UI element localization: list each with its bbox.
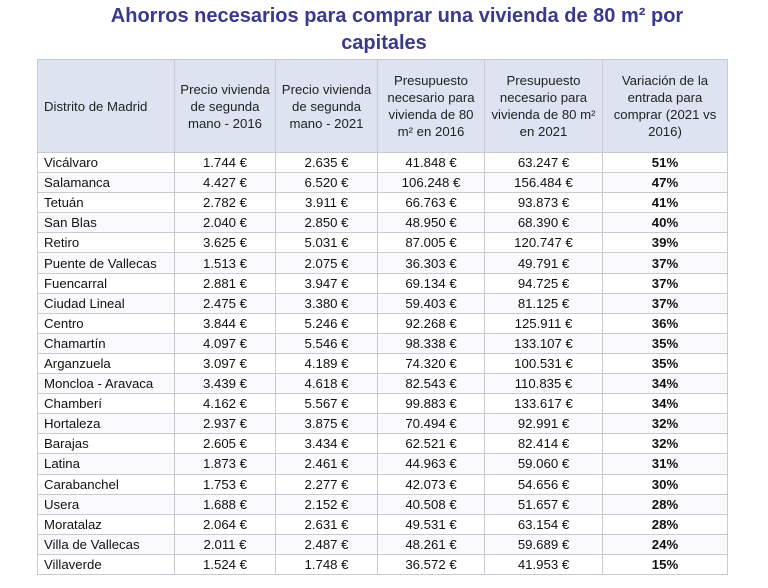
price-2021-cell: 5.246 €	[276, 313, 378, 333]
price-2021-cell: 2.635 €	[276, 153, 378, 173]
table-row	[38, 273, 728, 293]
variation-cell: 36%	[603, 313, 728, 333]
variation-cell: 37%	[603, 293, 728, 313]
price-2016-cell: 2.605 €	[175, 434, 276, 454]
budget-2021-cell: 63.247 €	[485, 153, 603, 173]
budget-2016-cell: 49.531 €	[378, 514, 485, 534]
district-cell: Centro	[38, 313, 175, 333]
budget-2021-cell: 100.531 €	[485, 353, 603, 373]
price-2021-cell: 3.434 €	[276, 434, 378, 454]
budget-2021-cell: 125.911 €	[485, 313, 603, 333]
budget-2016-cell: 48.950 €	[378, 213, 485, 233]
district-cell: Ciudad Lineal	[38, 293, 175, 313]
price-2016-cell: 3.439 €	[175, 374, 276, 394]
table-row	[38, 213, 728, 233]
budget-2021-cell: 51.657 €	[485, 494, 603, 514]
price-2021-cell: 2.850 €	[276, 213, 378, 233]
budget-2016-cell: 98.338 €	[378, 333, 485, 353]
table-row	[38, 514, 728, 534]
price-2016-cell: 4.097 €	[175, 333, 276, 353]
budget-2021-cell: 82.414 €	[485, 434, 603, 454]
district-cell: Villa de Vallecas	[38, 534, 175, 554]
price-2021-cell: 4.189 €	[276, 353, 378, 373]
variation-cell: 32%	[603, 414, 728, 434]
budget-2016-cell: 62.521 €	[378, 434, 485, 454]
price-2021-cell: 2.631 €	[276, 514, 378, 534]
price-2016-cell: 1.524 €	[175, 554, 276, 574]
header-budget-2021: Presupuesto necesario para vivienda de 80 m² en 2021	[485, 60, 603, 153]
table-row	[38, 233, 728, 253]
price-2016-cell: 2.011 €	[175, 534, 276, 554]
district-cell: Latina	[38, 454, 175, 474]
budget-2016-cell: 44.963 €	[378, 454, 485, 474]
table-row	[38, 293, 728, 313]
variation-cell: 41%	[603, 193, 728, 213]
budget-2021-cell: 120.747 €	[485, 233, 603, 253]
district-cell: Retiro	[38, 233, 175, 253]
variation-cell: 30%	[603, 474, 728, 494]
district-cell: Arganzuela	[38, 353, 175, 373]
budget-2021-cell: 110.835 €	[485, 374, 603, 394]
price-2016-cell: 1.753 €	[175, 474, 276, 494]
district-cell: Salamanca	[38, 173, 175, 193]
variation-cell: 15%	[603, 554, 728, 574]
district-cell: Vicálvaro	[38, 153, 175, 173]
budget-2021-cell: 49.791 €	[485, 253, 603, 273]
budget-2016-cell: 66.763 €	[378, 193, 485, 213]
variation-cell: 51%	[603, 153, 728, 173]
price-2016-cell: 1.688 €	[175, 494, 276, 514]
page-title	[0, 3, 768, 57]
districts-table	[37, 59, 728, 575]
budget-2021-cell: 156.484 €	[485, 173, 603, 193]
budget-2016-cell: 92.268 €	[378, 313, 485, 333]
table-row	[38, 333, 728, 353]
header-variation: Variación de la entrada para comprar (2021 vs 2016)	[603, 60, 728, 153]
price-2021-cell: 2.277 €	[276, 474, 378, 494]
title-line-1: Ahorros necesarios para comprar una vivienda de 80 m² por	[110, 5, 684, 27]
table-row	[38, 474, 728, 494]
variation-cell: 24%	[603, 534, 728, 554]
price-2016-cell: 3.097 €	[175, 353, 276, 373]
price-2016-cell: 1.744 €	[175, 153, 276, 173]
budget-2021-cell: 68.390 €	[485, 213, 603, 233]
price-2016-cell: 1.513 €	[175, 253, 276, 273]
price-2016-cell: 2.782 €	[175, 193, 276, 213]
budget-2016-cell: 74.320 €	[378, 353, 485, 373]
header-district: Distrito de Madrid	[38, 60, 175, 153]
header-price-2016: Precio vivienda de segunda mano - 2016	[175, 60, 276, 153]
district-cell: Chamberí	[38, 394, 175, 414]
price-2021-cell: 2.075 €	[276, 253, 378, 273]
price-2021-cell: 6.520 €	[276, 173, 378, 193]
district-cell: Chamartín	[38, 333, 175, 353]
table-row	[38, 414, 728, 434]
price-2021-cell: 5.567 €	[276, 394, 378, 414]
budget-2021-cell: 93.873 €	[485, 193, 603, 213]
table-row	[38, 374, 728, 394]
budget-2016-cell: 40.508 €	[378, 494, 485, 514]
price-2016-cell: 4.427 €	[175, 173, 276, 193]
budget-2021-cell: 81.125 €	[485, 293, 603, 313]
district-cell: San Blas	[38, 213, 175, 233]
budget-2021-cell: 94.725 €	[485, 273, 603, 293]
budget-2016-cell: 36.572 €	[378, 554, 485, 574]
price-2021-cell: 2.152 €	[276, 494, 378, 514]
table-row	[38, 153, 728, 173]
district-cell: Puente de Vallecas	[38, 253, 175, 273]
variation-cell: 31%	[603, 454, 728, 474]
budget-2021-cell: 59.060 €	[485, 454, 603, 474]
budget-2021-cell: 41.953 €	[485, 554, 603, 574]
district-cell: Hortaleza	[38, 414, 175, 434]
variation-cell: 47%	[603, 173, 728, 193]
budget-2016-cell: 70.494 €	[378, 414, 485, 434]
district-cell: Carabanchel	[38, 474, 175, 494]
price-2021-cell: 4.618 €	[276, 374, 378, 394]
variation-cell: 34%	[603, 374, 728, 394]
table-row	[38, 494, 728, 514]
budget-2016-cell: 106.248 €	[378, 173, 485, 193]
price-2016-cell: 2.881 €	[175, 273, 276, 293]
district-cell: Villaverde	[38, 554, 175, 574]
table-body	[38, 153, 728, 575]
budget-2021-cell: 92.991 €	[485, 414, 603, 434]
budget-2021-cell: 133.617 €	[485, 394, 603, 414]
budget-2016-cell: 41.848 €	[378, 153, 485, 173]
price-2016-cell: 2.937 €	[175, 414, 276, 434]
price-2021-cell: 3.911 €	[276, 193, 378, 213]
price-2021-cell: 2.461 €	[276, 454, 378, 474]
table-row	[38, 193, 728, 213]
header-price-2021: Precio vivienda de segunda mano - 2021	[276, 60, 378, 153]
price-2016-cell: 4.162 €	[175, 394, 276, 414]
table-row	[38, 434, 728, 454]
variation-cell: 35%	[603, 333, 728, 353]
variation-cell: 39%	[603, 233, 728, 253]
table-row	[38, 394, 728, 414]
budget-2016-cell: 59.403 €	[378, 293, 485, 313]
district-cell: Fuencarral	[38, 273, 175, 293]
budget-2016-cell: 82.543 €	[378, 374, 485, 394]
price-2021-cell: 3.947 €	[276, 273, 378, 293]
variation-cell: 40%	[603, 213, 728, 233]
price-2021-cell: 2.487 €	[276, 534, 378, 554]
district-cell: Barajas	[38, 434, 175, 454]
price-2021-cell: 1.748 €	[276, 554, 378, 574]
price-2021-cell: 3.875 €	[276, 414, 378, 434]
price-2021-cell: 3.380 €	[276, 293, 378, 313]
district-cell: Tetuán	[38, 193, 175, 213]
table-row	[38, 353, 728, 373]
price-2021-cell: 5.546 €	[276, 333, 378, 353]
table-row	[38, 534, 728, 554]
budget-2016-cell: 48.261 €	[378, 534, 485, 554]
price-2016-cell: 3.844 €	[175, 313, 276, 333]
price-2021-cell: 5.031 €	[276, 233, 378, 253]
table-row	[38, 454, 728, 474]
budget-2021-cell: 59.689 €	[485, 534, 603, 554]
table-row	[38, 554, 728, 574]
district-cell: Usera	[38, 494, 175, 514]
budget-2016-cell: 69.134 €	[378, 273, 485, 293]
variation-cell: 28%	[603, 514, 728, 534]
price-2016-cell: 2.040 €	[175, 213, 276, 233]
table-row	[38, 173, 728, 193]
budget-2016-cell: 42.073 €	[378, 474, 485, 494]
price-2016-cell: 2.064 €	[175, 514, 276, 534]
price-2016-cell: 3.625 €	[175, 233, 276, 253]
price-2016-cell: 1.873 €	[175, 454, 276, 474]
budget-2021-cell: 54.656 €	[485, 474, 603, 494]
district-cell: Moncloa - Aravaca	[38, 374, 175, 394]
variation-cell: 37%	[603, 273, 728, 293]
variation-cell: 32%	[603, 434, 728, 454]
variation-cell: 28%	[603, 494, 728, 514]
table-row	[38, 253, 728, 273]
variation-cell: 34%	[603, 394, 728, 414]
budget-2021-cell: 133.107 €	[485, 333, 603, 353]
budget-2016-cell: 87.005 €	[378, 233, 485, 253]
district-cell: Moratalaz	[38, 514, 175, 534]
budget-2016-cell: 99.883 €	[378, 394, 485, 414]
header-budget-2016: Presupuesto necesario para vivienda de 80 m² en 2016	[378, 60, 485, 153]
title-line-2: capitales	[341, 32, 427, 54]
table-row	[38, 313, 728, 333]
budget-2016-cell: 36.303 €	[378, 253, 485, 273]
variation-cell: 35%	[603, 353, 728, 373]
variation-cell: 37%	[603, 253, 728, 273]
table-header-row	[38, 60, 728, 153]
budget-2021-cell: 63.154 €	[485, 514, 603, 534]
price-2016-cell: 2.475 €	[175, 293, 276, 313]
